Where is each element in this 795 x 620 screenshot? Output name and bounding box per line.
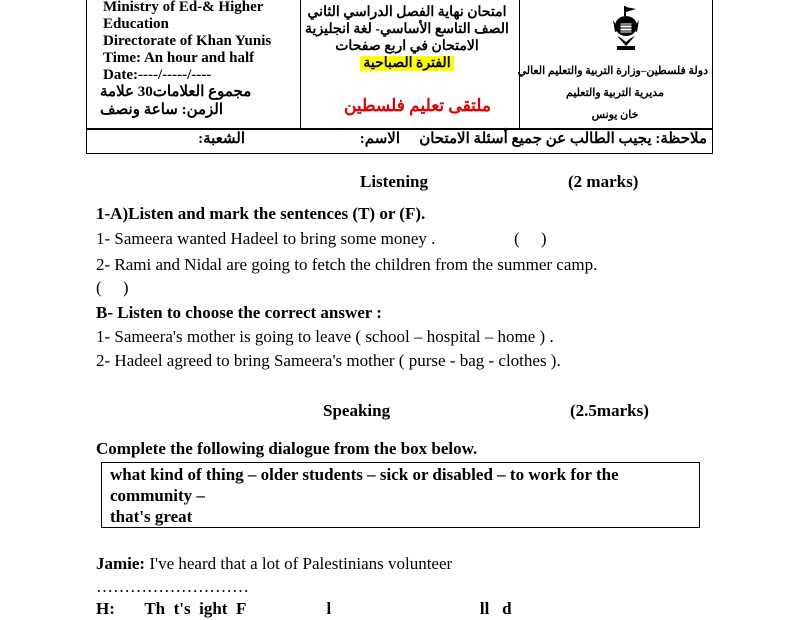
- date-line: Date:----/-----/----: [103, 67, 212, 83]
- word-box-line-2: community –: [110, 486, 205, 505]
- question-1a: 1-A)Listen and mark the sentences (T) or (F).: [96, 204, 426, 223]
- name-label: الاسم:: [359, 131, 400, 147]
- ministry-arabic-block: [517, 62, 708, 124]
- exam-title-block: [302, 4, 512, 72]
- speaking-title: Speaking: [323, 401, 391, 420]
- exam-title-line-1: امتحان نهاية الفصل الدراسي الثاني: [307, 5, 507, 20]
- exam-title-line-3: الامتحان في اربع صفحات: [335, 39, 479, 54]
- word-box-line-1: what kind of thing – older students – sick or disabled – to work for the: [110, 465, 619, 484]
- exam-title-line-2: الصف التاسع الأساسي- لغة انجليزية: [305, 22, 509, 37]
- state-ministry-line: دولة فلسطين–وزارة التربية والتعليم العالي: [517, 65, 708, 77]
- listening-title: Listening: [360, 172, 429, 191]
- directorate-arabic-line: مديرية التربية والتعليم: [566, 87, 664, 99]
- exam-note: ملاحظة: يجيب الطالب عن جميع أسئلة الامتحان: [419, 131, 707, 147]
- statement-1-blank[interactable]: ( ): [514, 229, 547, 248]
- statement-2-blank[interactable]: ( ): [96, 278, 129, 297]
- time-arabic: الزمن: ساعة ونصف: [100, 102, 224, 118]
- speaking-marks: (2.5marks): [570, 401, 649, 420]
- speaker-jamie: Jamie:: [96, 554, 146, 573]
- palestine-emblem-icon: [609, 6, 643, 52]
- question-b: B- Listen to choose the correct answer :: [96, 303, 382, 322]
- listening-marks: (2 marks): [568, 172, 639, 191]
- header-english-block: [103, 0, 271, 84]
- dialogue-jamie-line: [96, 553, 452, 575]
- word-box-line-3: that's great: [110, 507, 193, 526]
- jamie-text: I've heard that a lot of Palestinians volunteer: [145, 554, 453, 573]
- forum-label: ملتقى تعليم فلسطين: [343, 96, 492, 115]
- answer-dots[interactable]: ………………………: [96, 577, 249, 596]
- choice-2: 2- Hadeel agreed to bring Sameera's mother ( purse - bag - clothes ).: [96, 351, 561, 370]
- dialogue-instruction: Complete the following dialogue from the box below.: [96, 439, 478, 458]
- city-arabic-line: خان يونس: [591, 109, 639, 121]
- education-line: Education: [103, 16, 169, 32]
- statement-1: 1- Sameera wanted Hadeel to bring some money .: [96, 229, 436, 248]
- total-marks-arabic: مجموع العلامات30 علامة: [100, 84, 252, 100]
- ministry-line: Ministry of Ed-& Higher: [103, 0, 264, 15]
- header-divider-left: [300, 0, 301, 129]
- session-label: الفترة الصباحية: [302, 55, 512, 72]
- statement-2: 2- Rami and Nidal are going to fetch the children from the summer camp.: [96, 255, 598, 274]
- section-label: الشعبة:: [198, 131, 245, 147]
- time-line: Time: An hour and half: [103, 50, 255, 66]
- word-box: [101, 462, 700, 528]
- choice-1: 1- Sameera's mother is going to leave ( school – hospital – home ) .: [96, 327, 554, 346]
- directorate-line: Directorate of Khan Yunis: [103, 33, 272, 49]
- dialogue-next-line: H: Th t's ight F l ll d: [96, 599, 512, 618]
